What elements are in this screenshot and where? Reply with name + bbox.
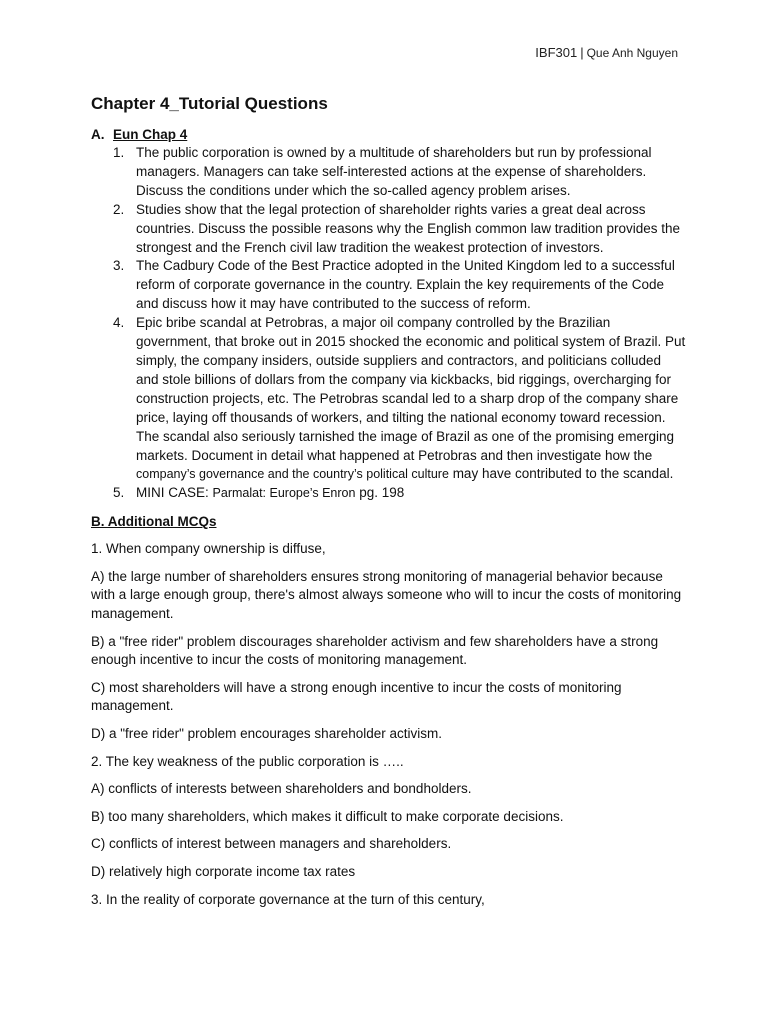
document-body — [91, 93, 686, 909]
question-number: 4. — [113, 315, 125, 331]
question-number: 3. — [113, 258, 125, 274]
header-separator: | — [580, 45, 584, 60]
question-text: The public corporation is owned by a multitude of shareholders but run by professional managers. Managers can take self-interested actions at the expense of shareholders. Discuss the conditions under which the so-called agency problem arises. — [136, 145, 652, 198]
question-item — [91, 257, 686, 314]
mcq-option: C) most shareholders will have a strong enough incentive to incur the costs of monitoring management. — [91, 679, 622, 714]
mcq-option: C) conflicts of interest between managers and shareholders. — [91, 836, 452, 852]
question-text-end: may have contributed to the scandal. — [452, 466, 674, 482]
section-a-letter: A. — [91, 127, 105, 142]
question-item — [91, 201, 686, 258]
question-number: 1. — [113, 145, 125, 160]
question-number: 2. — [113, 201, 125, 217]
question-item — [91, 484, 686, 503]
question-text-small: company’s governance and the country’s political culture — [136, 467, 449, 482]
question-number: 5. — [113, 485, 125, 501]
mcq-option: B) too many shareholders, which makes it difficult to make corporate decisions. — [91, 808, 564, 824]
mcq-option: B) a "free rider" problem discourages shareholder activism and few shareholders have a strong enough incentive to incur the costs of monitoring management. — [91, 633, 659, 668]
author-name: Que Anh Nguyen — [586, 46, 678, 60]
section-a-title: Eun Chap 4 — [113, 127, 188, 142]
section-b-heading: B. Additional MCQs — [91, 514, 217, 530]
tutorial-question-list — [91, 144, 686, 503]
section-a-heading — [91, 125, 686, 144]
question-text: Epic bribe scandal at Petrobras, a major oil company controlled by the Brazilian government, that broke out in 2015 shocked the economic and political system of Brazil. Put simply, the company insiders, outside suppliers and contractors, and politicians colluded and stole billions of dollars from the company via kickbacks, bid riggings, overcharging for construction projects, etc. The Petrobras scandal led to a sharp drop of the company share price, laying off thousands of workers, and tilting the national economy toward recession. The scandal also seriously tarnished the image of Brazil as one of the promising emerging markets. Document in detail what happened at Petrobras and then investigate how the — [136, 315, 686, 463]
page-header — [535, 45, 678, 60]
mcq-question: 2. The key weakness of the public corporation is ….. — [91, 753, 404, 769]
mini-case-title: Parmalat: Europe’s Enron — [212, 486, 356, 501]
mcq-question: 3. In the reality of corporate governance at the turn of this century, — [91, 891, 485, 907]
mcq-option: D) relatively high corporate income tax rates — [91, 863, 356, 879]
course-code: IBF301 — [535, 45, 578, 60]
page-title: Chapter 4_Tutorial Questions — [91, 94, 328, 113]
question-item — [91, 144, 686, 201]
mini-case-label: MINI CASE: — [136, 485, 209, 501]
question-item — [91, 314, 686, 484]
mini-case-page: pg. 198 — [359, 485, 405, 501]
mcq-option: A) the large number of shareholders ensures strong monitoring of managerial behavior because with a large enough group, there's almost always someone who will to incur the costs of monitoring management. — [91, 568, 682, 621]
question-text: Studies show that the legal protection of shareholder rights varies a great deal across countries. Discuss the possible reasons why the English common law tradition provides the strongest and the French civil law tradition the weakest protection of investors. — [136, 201, 681, 255]
mcq-option: D) a "free rider" problem encourages shareholder activism. — [91, 725, 442, 741]
question-text: The Cadbury Code of the Best Practice adopted in the United Kingdom led to a successful reform of corporate governance in the country. Explain the key requirements of the Code and discuss how it may have contributed to the success of reform. — [136, 258, 675, 312]
mcq-question: 1. When company ownership is diffuse, — [91, 541, 326, 557]
mcq-option: A) conflicts of interests between shareholders and bondholders. — [91, 781, 472, 797]
